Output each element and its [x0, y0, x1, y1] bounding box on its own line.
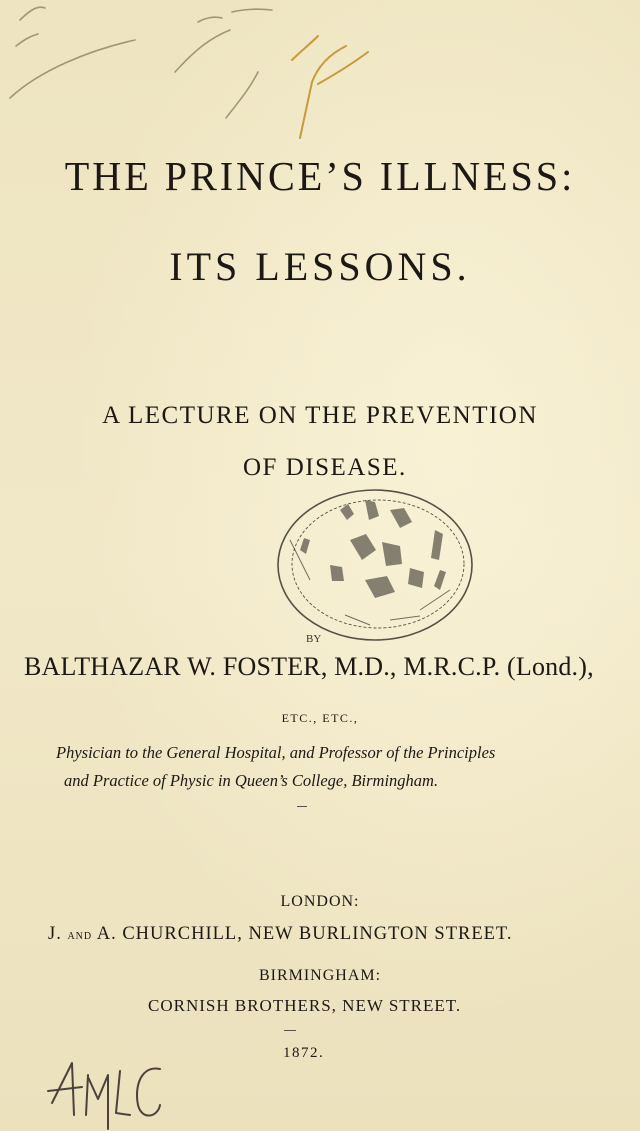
stamp-by-text: BY	[306, 633, 322, 645]
imprint-publisher-birmingham: CORNISH BROTHERS, NEW STREET.	[148, 996, 462, 1015]
publisher-and: AND	[67, 931, 93, 942]
subtitle-line-1: A LECTURE ON THE PREVENTION	[102, 402, 538, 429]
title-line-2: ITS LESSONS.	[169, 244, 471, 289]
library-stamp	[270, 470, 480, 645]
author-description-line-2: and Practice of Physic in Queen’s College, Birmingham.	[64, 771, 439, 790]
ornament-dash-1	[297, 806, 307, 807]
author-description-line-1: Physician to the General Hospital, and Professor of the Principles	[56, 743, 496, 762]
author-name: BALTHAZAR W. FOSTER, M.D., M.R.C.P. (Lond.),	[24, 652, 594, 681]
publication-year: 1872.	[283, 1045, 325, 1061]
author-etc: ETC., ETC.,	[281, 711, 359, 725]
imprint-place-birmingham: BIRMINGHAM:	[258, 967, 382, 984]
publisher-initial: J.	[48, 924, 62, 944]
handwritten-top-marks	[0, 0, 640, 150]
publisher-rest: A. CHURCHILL, NEW BURLINGTON STREET.	[96, 924, 513, 944]
handwritten-shelfmark	[42, 1035, 172, 1131]
imprint-publisher-london	[48, 924, 512, 945]
subtitle-line-2: OF DISEASE.	[243, 454, 407, 481]
imprint-place-london: LONDON:	[280, 893, 360, 910]
ornament-dash-2	[284, 1030, 296, 1031]
title-line-1: THE PRINCE’S ILLNESS:	[64, 153, 576, 199]
